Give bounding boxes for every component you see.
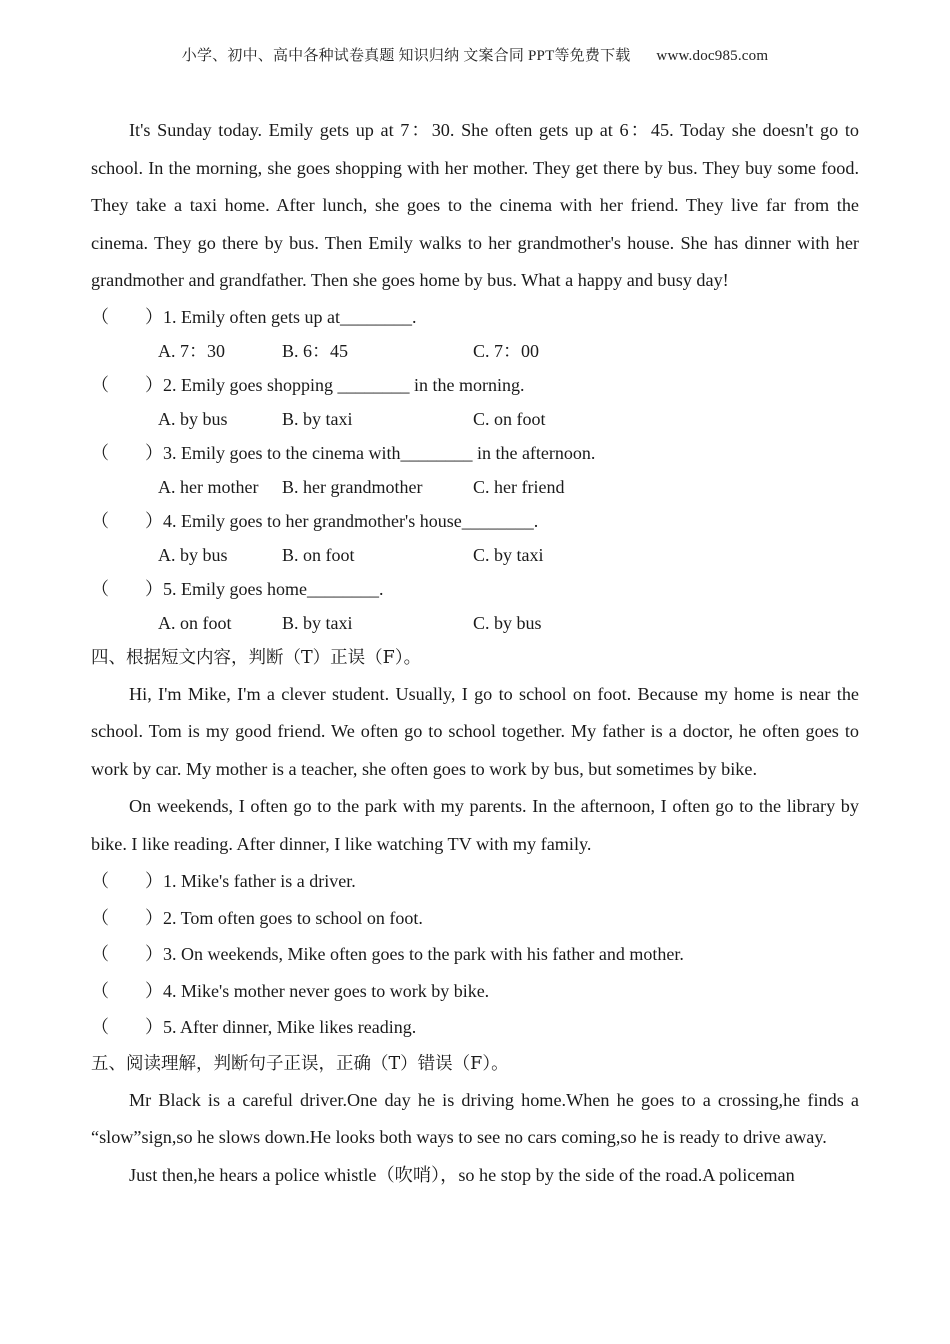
- answer-bracket-open: （: [91, 1017, 109, 1037]
- section-4-title: 四、根据短文内容，判断（T）正误（F）。: [91, 647, 422, 668]
- answer-bracket-close: ）: [145, 578, 163, 599]
- answer-bracket-open: （: [91, 510, 109, 531]
- question-5: [91, 572, 859, 606]
- section-5-passage-2: Just then,he hears a police whistle（吹哨），so he stop by the side of the road.A policeman: [129, 1164, 795, 1185]
- answer-bracket-close: ）: [145, 306, 163, 327]
- option-a: A. 7：30: [158, 340, 225, 361]
- question-4: [91, 504, 859, 538]
- answer-bracket-close: ）: [145, 374, 163, 395]
- judge-item-2: [91, 900, 859, 937]
- section-4-passage-2: On weekends, I often go to the park with my parents. In the afternoon, I often go to the library by bike. I like reading. After dinner, I like watching TV with my family.: [91, 796, 859, 854]
- question-text: 3. Emily goes to the cinema with________ in the afternoon.: [163, 442, 596, 463]
- option-b: B. on foot: [282, 544, 355, 565]
- judge-text: 1. Mike's father is a driver.: [163, 871, 356, 891]
- answer-bracket-open: （: [91, 944, 109, 964]
- judge-text: 3. On weekends, Mike often goes to the park with his father and mother.: [163, 944, 684, 964]
- page-header: [0, 44, 950, 65]
- answer-bracket-close: ）: [145, 442, 163, 463]
- section-5-passage-1: Mr Black is a careful driver.One day he is driving home.When he goes to a crossing,he finds a “slow”sign,so he slows down.He looks both ways to see no cars coming,so he is ready to drive away.: [91, 1089, 859, 1147]
- question-2: [91, 368, 859, 402]
- option-b: B. by taxi: [282, 612, 353, 633]
- question-text: 5. Emily goes home________.: [163, 578, 384, 599]
- option-a: A. by bus: [158, 544, 228, 565]
- answer-bracket-open: （: [91, 374, 109, 395]
- judge-text: 5. After dinner, Mike likes reading.: [163, 1017, 417, 1037]
- answer-bracket-open: （: [91, 306, 109, 327]
- answer-bracket-close: ）: [145, 907, 163, 928]
- answer-bracket-close: ）: [145, 510, 163, 531]
- answer-bracket-close: ）: [145, 944, 163, 964]
- header-url: www.doc985.com: [656, 48, 769, 64]
- option-b: B. by taxi: [282, 408, 353, 429]
- judge-item-5: [91, 1009, 859, 1046]
- answer-bracket-close: ）: [145, 980, 163, 1001]
- option-c: C. 7：00: [473, 340, 540, 361]
- option-b: B. her grandmother: [282, 476, 423, 497]
- judge-text: 2. Tom often goes to school on foot.: [163, 907, 423, 928]
- answer-bracket-open: （: [91, 871, 109, 891]
- section-5-title: 五、阅读理解，判断句子正误，正确（T）错误（F）。: [91, 1053, 509, 1074]
- question-1-options: [91, 334, 859, 368]
- option-b: B. 6：45: [282, 340, 349, 361]
- option-a: A. on foot: [158, 612, 232, 633]
- answer-bracket-open: （: [91, 442, 109, 463]
- judge-item-3: [91, 936, 859, 973]
- option-c: C. by taxi: [473, 544, 544, 565]
- answer-bracket-open: （: [91, 578, 109, 599]
- option-c: C. by bus: [473, 612, 542, 633]
- question-text: 2. Emily goes shopping ________ in the morning.: [163, 374, 525, 395]
- question-3-options: [91, 470, 859, 504]
- judge-item-1: [91, 863, 859, 900]
- answer-bracket-close: ）: [145, 871, 163, 891]
- reading-passage-1: It's Sunday today. Emily gets up at 7：30. She often gets up at 6：45. Today she doesn't go to school. In the morning, she goes shopping with her mother. They get there by bus. They buy some food. They take a taxi home. After lunch, she goes to the cinema with her friend. They live far from the cinema. They go there by bus. Then Emily walks to her grandmother's house. She has dinner with her grandmother and grandfather. Then she goes home by bus. What a happy and busy day!: [91, 120, 859, 290]
- section-4-passage-1: Hi, I'm Mike, I'm a clever student. Usually, I go to school on foot. Because my home is near the school. Tom is my good friend. We often go to school together. My father is a doctor, he often goes to work by car. My mother is a teacher, she often goes to work by bus, but sometimes by bike.: [91, 683, 859, 779]
- option-c: C. her friend: [473, 476, 565, 497]
- option-c: C. on foot: [473, 408, 546, 429]
- question-text: 1. Emily often gets up at________.: [163, 306, 417, 327]
- option-a: A. by bus: [158, 408, 228, 429]
- question-3: [91, 436, 859, 470]
- judge-text: 4. Mike's mother never goes to work by bike.: [163, 980, 490, 1001]
- question-text: 4. Emily goes to her grandmother's house________.: [163, 510, 539, 531]
- question-1: [91, 300, 859, 334]
- answer-bracket-close: ）: [145, 1017, 163, 1037]
- worksheet-content: [91, 112, 859, 1194]
- answer-bracket-open: （: [91, 980, 109, 1001]
- header-text: 小学、初中、高中各种试卷真题 知识归纳 文案合同 PPT等免费下载: [181, 48, 631, 64]
- question-5-options: [91, 606, 859, 640]
- option-a: A. her mother: [158, 476, 259, 497]
- judge-item-4: [91, 973, 859, 1010]
- answer-bracket-open: （: [91, 907, 109, 928]
- question-2-options: [91, 402, 859, 436]
- question-4-options: [91, 538, 859, 572]
